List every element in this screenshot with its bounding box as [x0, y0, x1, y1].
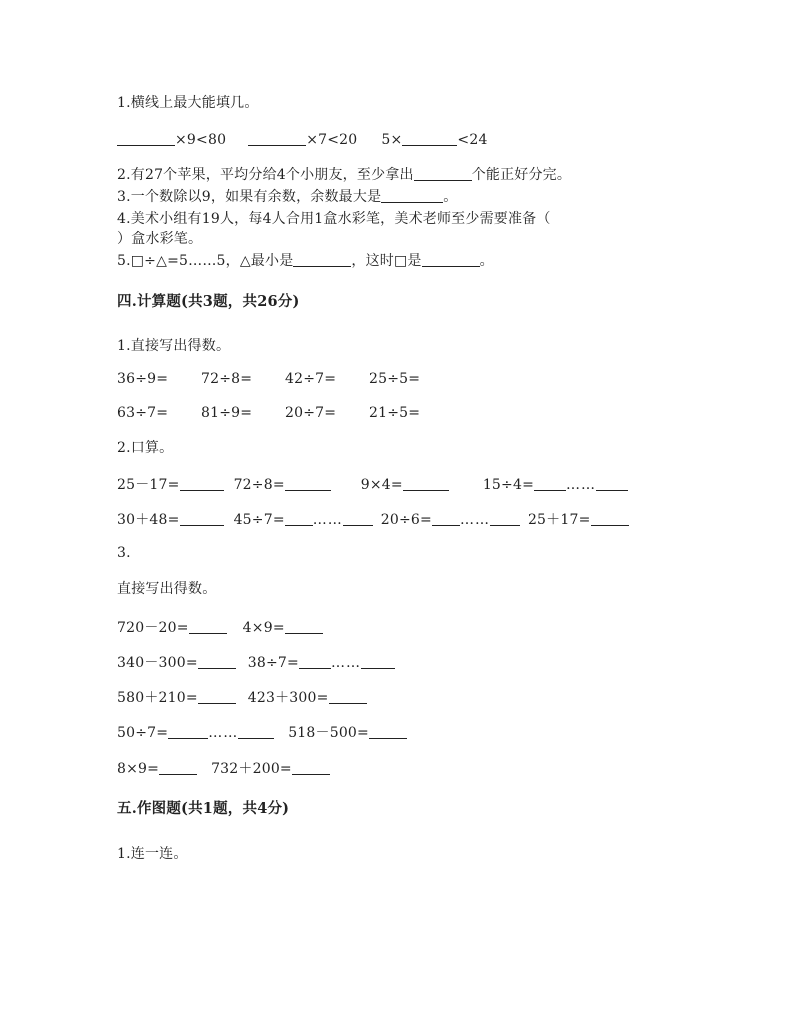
- calc-q3-number: 3.: [117, 545, 131, 561]
- remainder-dots: ……: [566, 477, 597, 493]
- calc-item: 580＋210=: [117, 690, 198, 706]
- answer-blank: [198, 654, 236, 669]
- calc-item: 340－300=: [117, 655, 198, 671]
- answer-blank: [422, 252, 480, 267]
- q5: [117, 252, 494, 270]
- calc-item: 72÷8=: [233, 477, 285, 493]
- q5-text: 5.□÷△=5……5，△最小是: [117, 253, 294, 269]
- answer-blank: [432, 511, 460, 526]
- answer-blank: [180, 476, 224, 491]
- answer-blank: [596, 476, 628, 491]
- calc-item: 25÷5=: [369, 371, 421, 387]
- q3-text-end: 。: [443, 189, 458, 205]
- draw-q1-title: 1.连一连。: [117, 846, 188, 862]
- calc-item: 8×9=: [117, 761, 160, 777]
- calc-q2-title: 2.口算。: [117, 440, 174, 456]
- answer-blank: [117, 131, 175, 146]
- answer-blank: [189, 619, 227, 634]
- answer-blank: [238, 724, 274, 739]
- calc-item: 4×9=: [242, 620, 285, 636]
- answer-blank: [248, 131, 306, 146]
- answer-blank: [403, 476, 449, 491]
- answer-blank: [180, 511, 224, 526]
- calc-q3-row: [117, 654, 395, 672]
- calc-item: 72÷8=: [201, 371, 253, 387]
- q1-items: [117, 131, 488, 149]
- answer-blank: [292, 760, 330, 775]
- answer-blank: [299, 654, 331, 669]
- q2-text: 2.有27个苹果，平均分给4个小朋友，至少拿出: [117, 167, 414, 183]
- calc-item: 63÷7=: [117, 405, 169, 421]
- answer-blank: [402, 131, 457, 146]
- q5-text-end: 。: [479, 253, 494, 269]
- calc-item: 720－20=: [117, 620, 189, 636]
- calc-item: 25＋17=: [527, 512, 591, 528]
- q3: [117, 188, 457, 206]
- q2-text-end: 个能正好分完。: [471, 167, 572, 183]
- calc-q3-title: 直接写出得数。: [117, 581, 217, 597]
- calc-q2-row2: [117, 511, 629, 529]
- calc-item: 36÷9=: [117, 371, 169, 387]
- answer-blank: [343, 511, 373, 526]
- calc-q3-row: [117, 619, 323, 637]
- calc-item: 15÷4=: [482, 477, 535, 493]
- answer-blank: [414, 166, 472, 181]
- calc-item: 732＋200=: [211, 761, 292, 777]
- calc-item: 81÷9=: [201, 405, 253, 421]
- calc-q3-row: [117, 724, 407, 742]
- calc-item: 20÷7=: [285, 405, 337, 421]
- calc-q1-title: 1.直接写出得数。: [117, 338, 231, 354]
- calc-item: 42÷7=: [285, 371, 337, 387]
- answer-blank: [285, 619, 323, 634]
- q4-line2: ）盒水彩笔。: [117, 231, 203, 247]
- calc-q1-row2: [117, 404, 420, 422]
- remainder-dots: ……: [312, 512, 343, 528]
- calc-q3-row: [117, 760, 330, 778]
- answer-blank: [369, 724, 407, 739]
- answer-blank: [293, 252, 351, 267]
- q4-line1: 4.美术小组有19人，每4人合用1盒水彩笔，美术老师至少需要准备（: [117, 211, 551, 227]
- q1-item-b: ×7<20: [306, 132, 358, 148]
- calc-q2-row1: [117, 476, 628, 494]
- answer-blank: [490, 511, 520, 526]
- calc-item: 21÷5=: [369, 405, 421, 421]
- section-heading-calc: 四.计算题(共3题，共26分): [117, 293, 300, 310]
- answer-blank: [534, 476, 566, 491]
- calc-item: 45÷7=: [233, 512, 285, 528]
- calc-item: 50÷7=: [117, 725, 169, 741]
- answer-blank: [285, 476, 331, 491]
- calc-item: 518－500=: [288, 725, 369, 741]
- calc-item: 25－17=: [117, 477, 180, 493]
- answer-blank: [591, 511, 629, 526]
- section-heading-drawing: 五.作图题(共1题，共4分): [117, 800, 290, 817]
- q3-text: 3.一个数除以9，如果有余数，余数最大是: [117, 189, 382, 205]
- calc-q3-row: [117, 689, 367, 707]
- q1-item-c-pre: 5×: [381, 132, 403, 148]
- q1-item-a: ×9<80: [175, 132, 227, 148]
- q2: [117, 166, 571, 184]
- remainder-dots: ……: [330, 655, 361, 671]
- answer-blank: [381, 188, 443, 203]
- q1-item-c-post: <24: [457, 132, 488, 148]
- answer-blank: [285, 511, 313, 526]
- answer-blank: [329, 689, 367, 704]
- q5-text-mid: ，这时□是: [351, 253, 422, 269]
- answer-blank: [361, 654, 395, 669]
- q1-title: 1.横线上最大能填几。: [117, 95, 259, 111]
- calc-q1-row1: [117, 370, 420, 388]
- remainder-dots: ……: [208, 725, 239, 741]
- calc-item: 30＋48=: [117, 512, 180, 528]
- answer-blank: [198, 689, 236, 704]
- calc-item: 9×4=: [360, 477, 403, 493]
- calc-item: 423＋300=: [247, 690, 329, 706]
- answer-blank: [159, 760, 197, 775]
- calc-item: 20÷6=: [380, 512, 432, 528]
- answer-blank: [168, 724, 208, 739]
- calc-item: 38÷7=: [247, 655, 299, 671]
- remainder-dots: ……: [459, 512, 490, 528]
